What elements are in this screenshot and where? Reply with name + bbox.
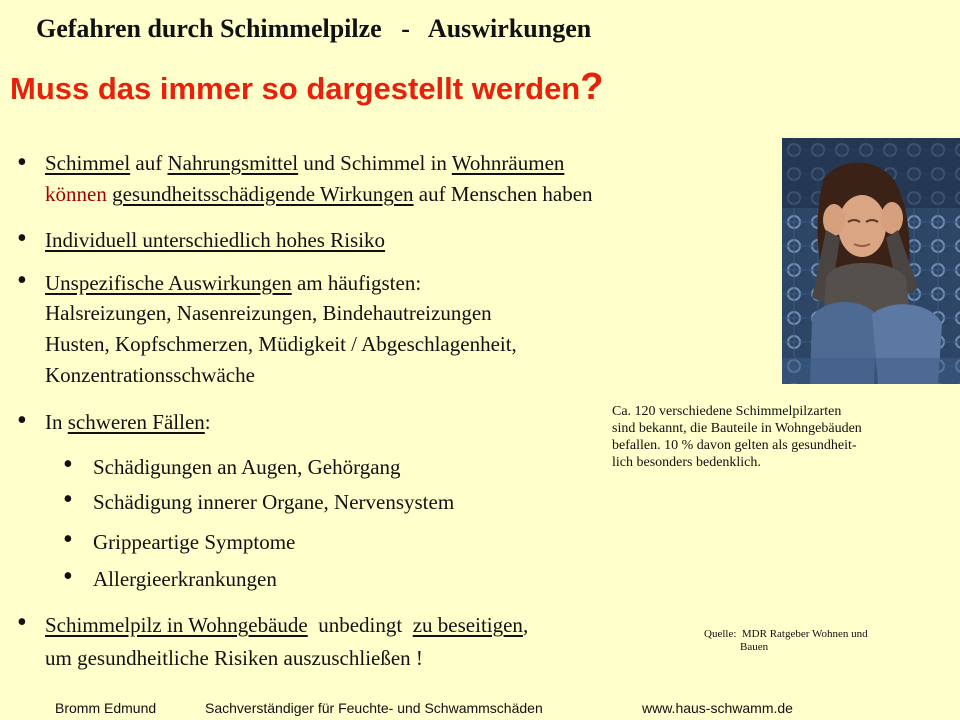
text: :: [204, 410, 211, 434]
woman-with-headache-photo: [782, 138, 960, 384]
bullet-1-line-2: [45, 183, 593, 205]
word-schweren-faellen: schweren Fällen: [67, 410, 205, 434]
bullet-2-marker: •: [17, 223, 27, 254]
subtitle-text: Muss das immer so dargestellt werden: [10, 71, 581, 106]
source-citation: [704, 628, 868, 654]
bullet-3-line-2: Halsreizungen, Nasenreizungen, Bindehautreizungen: [45, 301, 492, 325]
word-wohnraeumen: Wohnräumen: [451, 151, 565, 175]
bullet-2-text: Individuell unterschiedlich hohes Risiko: [45, 228, 386, 252]
bullet-4-line-1: [45, 411, 211, 433]
text: auf: [130, 151, 168, 175]
footer-website: www.haus-schwamm.de: [642, 700, 793, 716]
bullet-4-marker: •: [17, 405, 27, 436]
word-unspezifische-auswirkungen: Unspezifische Auswirkungen: [45, 271, 292, 295]
sub-bullet-4-text: Allergieerkrankungen: [93, 567, 277, 591]
sub-bullet-2-text: Schädigung innerer Organe, Nervensystem: [93, 490, 455, 514]
slide-subtitle: [10, 66, 603, 109]
word-schimmelpilz-in-wohngebaeude: Schimmelpilz in Wohngebäude: [45, 613, 308, 637]
word-koennen: können: [45, 182, 107, 206]
fact-note-line-1: Ca. 120 verschiedene Schimmelpilzarten: [612, 404, 842, 419]
text: und Schimmel in: [298, 151, 452, 175]
text: In: [45, 410, 68, 434]
sub-bullet-3-marker: •: [63, 524, 73, 555]
photo-illustration: [782, 138, 960, 384]
slide-title: Gefahren durch Schimmelpilze - Auswirkungen: [36, 14, 592, 43]
subtitle-question-mark: ?: [580, 66, 604, 108]
word-zu-beseitigen: zu beseitigen: [412, 613, 523, 637]
bullet-5-line-2: um gesundheitliche Risiken auszuschließen !: [45, 646, 423, 670]
text: ,: [522, 613, 529, 637]
text: unbedingt: [307, 613, 413, 637]
bullet-5-line-1: [45, 614, 528, 636]
sub-bullet-2-marker: •: [63, 484, 73, 515]
footer-author: Bromm Edmund: [55, 700, 157, 716]
fact-note-line-2: sind bekannt, die Bauteile in Wohngebäuden: [612, 421, 862, 436]
sub-bullet-1-text: Schädigungen an Augen, Gehörgang: [93, 455, 401, 479]
fact-note: [612, 403, 958, 471]
bullet-3-marker: •: [17, 265, 27, 296]
fact-note-line-4: lich besonders bedenklich.: [612, 455, 761, 470]
bullet-1-line-1: [45, 152, 564, 174]
source-line-2: Bauen: [740, 641, 769, 653]
text: auf Menschen haben: [413, 182, 593, 206]
word-nahrungsmittel: Nahrungsmittel: [167, 151, 299, 175]
bullet-1-marker: •: [17, 147, 27, 178]
word-schimmel: Schimmel: [45, 151, 131, 175]
sub-bullet-1-marker: •: [63, 449, 73, 480]
fact-note-line-3: befallen. 10 % davon gelten als gesundheit-: [612, 438, 857, 453]
bullet-3-line-3: Husten, Kopfschmerzen, Müdigkeit / Abgeschlagenheit,: [45, 332, 517, 356]
source-line-1: MDR Ratgeber Wohnen und: [741, 628, 868, 640]
sub-bullet-4-marker: •: [63, 561, 73, 592]
bullet-3-line-1: [45, 272, 421, 294]
text: am häufigsten:: [291, 271, 422, 295]
word-gesundheitsschaedigende-wirkungen: gesundheitsschädigende Wirkungen: [112, 182, 414, 206]
footer-role: Sachverständiger für Feuchte- und Schwammschäden: [205, 700, 543, 716]
sub-bullet-3-text: Grippeartige Symptome: [93, 530, 296, 554]
bullet-3-line-4: Konzentrationsschwäche: [45, 363, 255, 387]
bullet-5-marker: •: [17, 607, 27, 638]
source-label: Quelle:: [704, 628, 737, 640]
